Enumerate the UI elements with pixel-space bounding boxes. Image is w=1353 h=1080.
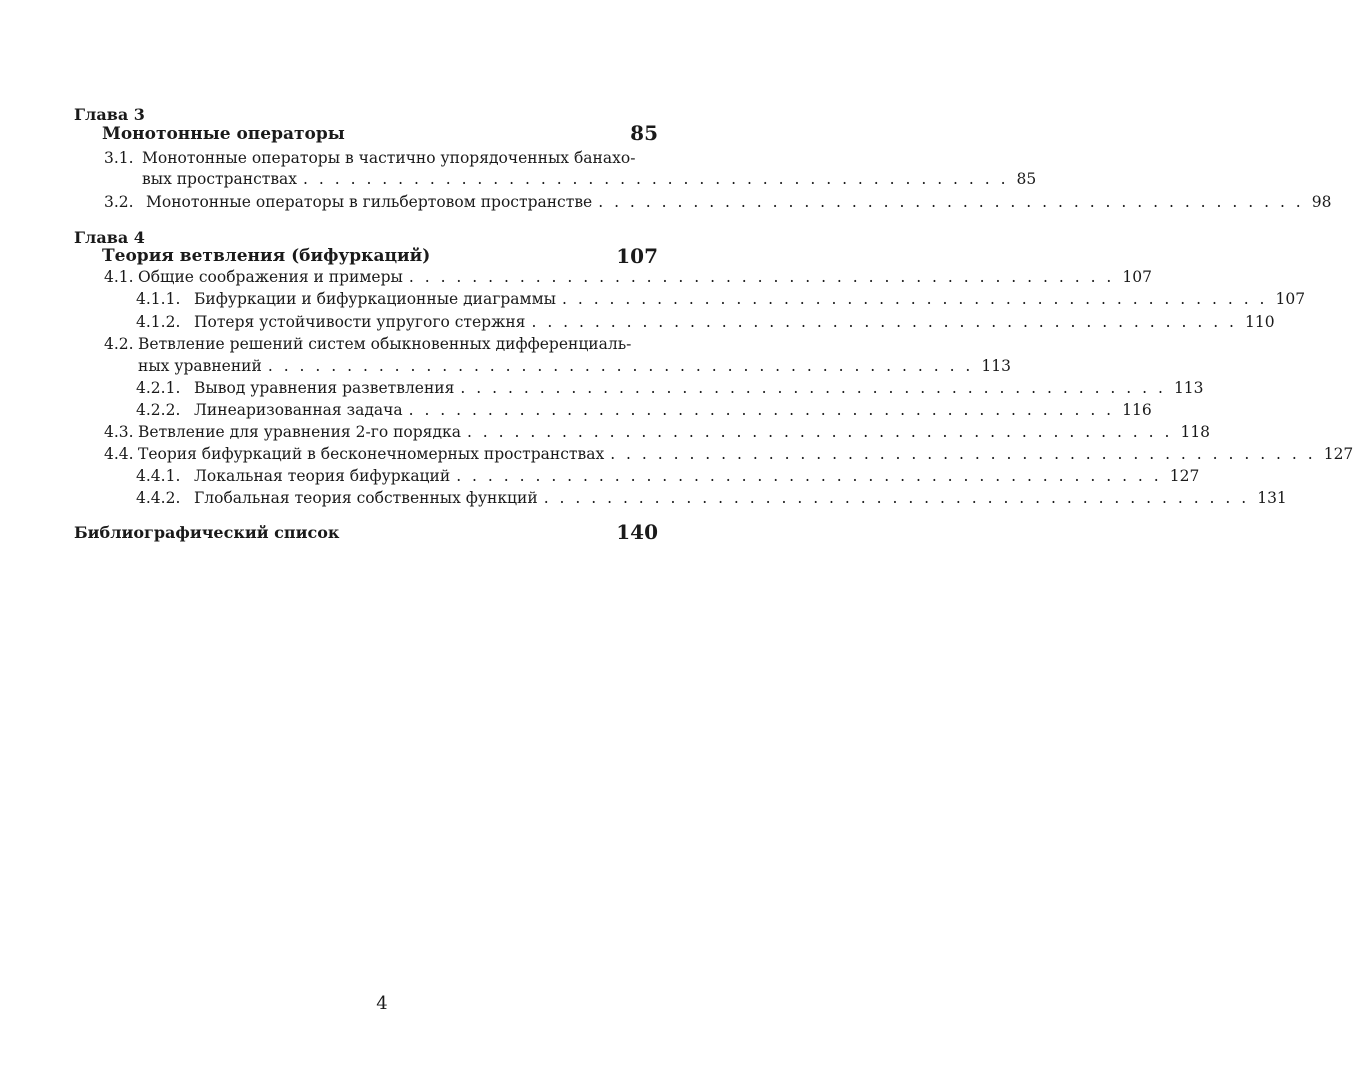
chapter-4-title[interactable]: Теория ветвления (бифуркаций) bbox=[102, 246, 431, 266]
entry-4-1-page: 107 bbox=[1122, 268, 1152, 286]
entry-3-2-num: 3.2. bbox=[104, 193, 134, 211]
entry-4-4-2[interactable] bbox=[194, 489, 1287, 507]
entry-3-1-page: 85 bbox=[1016, 170, 1037, 188]
entry-4-2-2-num: 4.2.2. bbox=[136, 401, 181, 419]
leader-dots: . . . . . . . . . . . . . . . . . . . . . . . . . . . . . . . . . . . . . . . . . . . . . bbox=[267, 357, 974, 375]
page-number: 4 bbox=[376, 993, 388, 1014]
entry-4-1-2-page: 110 bbox=[1244, 313, 1275, 331]
entry-4-1-1-num: 4.1.1. bbox=[136, 290, 181, 308]
entry-4-2-1[interactable] bbox=[194, 379, 1204, 397]
entry-4-4-num: 4.4. bbox=[104, 445, 134, 463]
chapter-4-label: Глава 4 bbox=[74, 228, 145, 247]
entry-3-1-line2[interactable] bbox=[142, 170, 1037, 188]
entry-4-3-text: Ветвление для уравнения 2-го порядка bbox=[138, 423, 461, 441]
bibliography-title[interactable]: Библиографический список bbox=[74, 523, 340, 542]
chapter-3-label: Глава 3 bbox=[74, 105, 145, 124]
leader-dots: . . . . . . . . . . . . . . . . . . . . . . . . . . . . . . . . . . . . . . . . . . . . . bbox=[598, 193, 1304, 211]
leader-dots: . . . . . . . . . . . . . . . . . . . . . . . . . . . . . . . . . . . . . . . . . . . . . bbox=[408, 401, 1115, 419]
entry-4-2-2[interactable] bbox=[194, 401, 1152, 419]
entry-3-2[interactable] bbox=[146, 193, 1332, 211]
leader-dots: . . . . . . . . . . . . . . . . . . . . . . . . . . . . . . . . . . . . . . . . . . . . . bbox=[303, 170, 1009, 188]
entry-4-3-page: 118 bbox=[1180, 423, 1211, 441]
entry-4-2-1-page: 113 bbox=[1173, 379, 1204, 397]
entry-4-1-2-num: 4.1.2. bbox=[136, 313, 181, 331]
entry-4-1-1-text: Бифуркации и бифуркационные диаграммы bbox=[194, 290, 556, 308]
entry-4-1-1[interactable] bbox=[194, 290, 1306, 308]
chapter-4-page: 107 bbox=[616, 244, 658, 268]
entry-4-1-2-text: Потеря устойчивости упругого стержня bbox=[194, 313, 526, 331]
entry-3-1-num: 3.1. bbox=[104, 149, 134, 167]
entry-3-1-text-line2: вых пространствах bbox=[142, 170, 298, 188]
entry-4-4-text: Теория бифуркаций в бесконечномерных пространствах bbox=[138, 445, 605, 463]
leader-dots: . . . . . . . . . . . . . . . . . . . . . . . . . . . . . . . . . . . . . . . . . . . . . bbox=[460, 379, 1166, 397]
entry-4-4-2-page: 131 bbox=[1257, 489, 1287, 507]
entry-4-2-page: 113 bbox=[981, 357, 1011, 375]
entry-4-2-text-line2: ных уравнений bbox=[138, 357, 262, 375]
leader-dots: . . . . . . . . . . . . . . . . . . . . . . . . . . . . . . . . . . . . . . . . . . . . . bbox=[543, 489, 1250, 507]
entry-4-2-1-num: 4.2.1. bbox=[136, 379, 181, 397]
bibliography-page: 140 bbox=[616, 520, 658, 544]
entry-4-1-2[interactable] bbox=[194, 313, 1275, 331]
chapter-3-title[interactable]: Монотонные операторы bbox=[102, 124, 345, 144]
leader-dots: . . . . . . . . . . . . . . . . . . . . . . . . . . . . . . . . . . . . . . . . . . . . . bbox=[466, 423, 1173, 441]
entry-4-2-text-line1[interactable]: Ветвление решений систем обыкновенных дифференциаль- bbox=[138, 335, 632, 353]
chapter-3-page: 85 bbox=[630, 121, 658, 145]
entry-4-1-1-page: 107 bbox=[1275, 290, 1306, 308]
entry-4-4-1-page: 127 bbox=[1169, 467, 1200, 485]
leader-dots: . . . . . . . . . . . . . . . . . . . . . . . . . . . . . . . . . . . . . . . . . . . . . bbox=[610, 445, 1316, 463]
entry-4-3[interactable] bbox=[138, 423, 1211, 441]
entry-3-2-text: Монотонные операторы в гильбертовом пространстве bbox=[146, 193, 593, 211]
entry-4-2-2-text: Линеаризованная задача bbox=[194, 401, 403, 419]
entry-4-4-2-num: 4.4.2. bbox=[136, 489, 181, 507]
entry-4-2-2-page: 116 bbox=[1122, 401, 1152, 419]
entry-4-1[interactable] bbox=[138, 268, 1152, 286]
entry-3-2-page: 98 bbox=[1311, 193, 1332, 211]
entry-3-1-text-line1[interactable]: Монотонные операторы в частично упорядоченных банахо- bbox=[142, 149, 636, 167]
entry-4-4[interactable] bbox=[138, 445, 1353, 463]
entry-4-4-2-text: Глобальная теория собственных функций bbox=[194, 489, 538, 507]
entry-4-1-num: 4.1. bbox=[104, 268, 134, 286]
entry-4-2-line2[interactable] bbox=[138, 357, 1011, 375]
entry-4-4-1-num: 4.4.1. bbox=[136, 467, 181, 485]
entry-4-2-1-text: Вывод уравнения разветвления bbox=[194, 379, 455, 397]
entry-4-4-1-text: Локальная теория бифуркаций bbox=[194, 467, 451, 485]
leader-dots: . . . . . . . . . . . . . . . . . . . . . . . . . . . . . . . . . . . . . . . . . . . . . bbox=[561, 290, 1268, 308]
entry-4-4-page: 127 bbox=[1323, 445, 1353, 463]
entry-4-1-text: Общие соображения и примеры bbox=[138, 268, 403, 286]
leader-dots: . . . . . . . . . . . . . . . . . . . . . . . . . . . . . . . . . . . . . . . . . . . . . bbox=[456, 467, 1162, 485]
entry-4-3-num: 4.3. bbox=[104, 423, 134, 441]
leader-dots: . . . . . . . . . . . . . . . . . . . . . . . . . . . . . . . . . . . . . . . . . . . . . bbox=[531, 313, 1237, 331]
leader-dots: . . . . . . . . . . . . . . . . . . . . . . . . . . . . . . . . . . . . . . . . . . . . . bbox=[408, 268, 1115, 286]
entry-4-4-1[interactable] bbox=[194, 467, 1200, 485]
entry-4-2-num: 4.2. bbox=[104, 335, 134, 353]
